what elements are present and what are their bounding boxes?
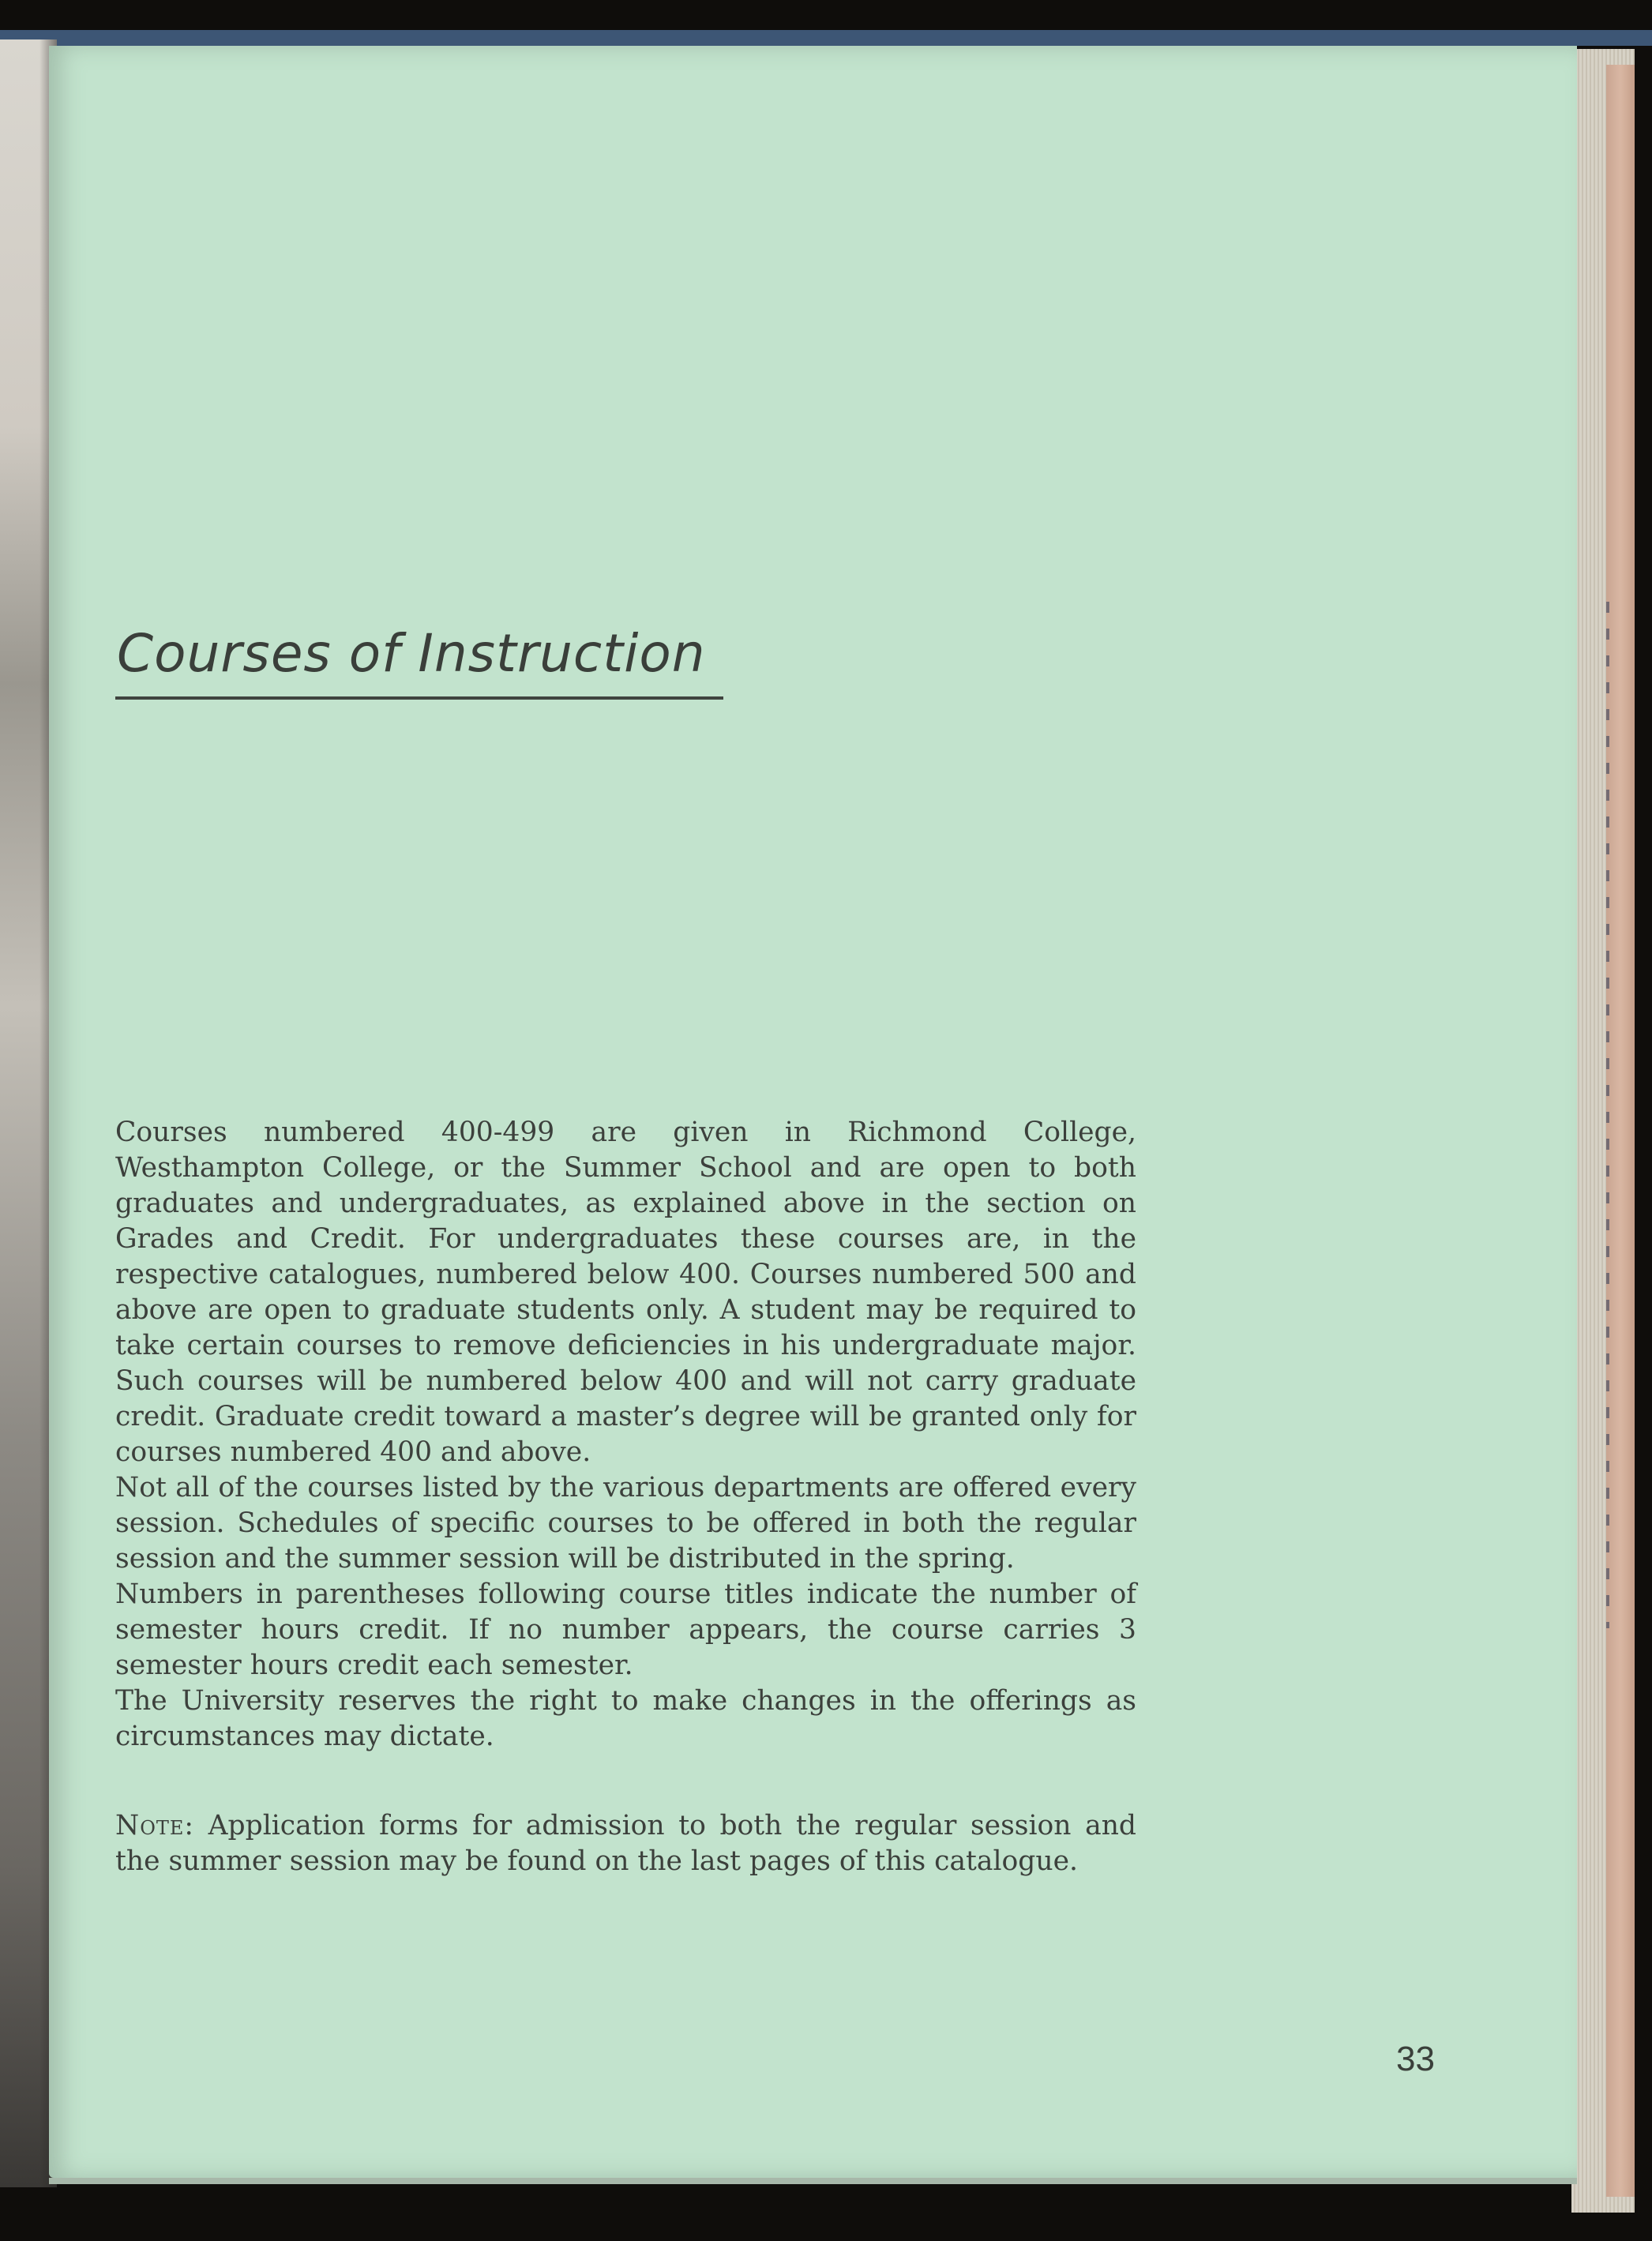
paragraph-course-schedules: Not all of the courses listed by the various departments are offered every session. Schedules of specific courses to be offered in both the regular session and the summer session will be distributed in the spring. <box>115 1472 1136 1575</box>
paragraph-semester-hours: Numbers in parentheses following course titles indicate the number of semester hours credit. If no number appears, the course carries 3 semester hours credit each semester. <box>115 1578 1136 1681</box>
note-text: Application forms for admission to both the regular session and the summer session may be found on the last pages of this catalogue. <box>115 1810 1136 1877</box>
page-number: 33 <box>1396 2040 1435 2078</box>
note-label: Note: <box>115 1810 195 1841</box>
colored-page-edges <box>1606 65 1635 2197</box>
title-underline <box>115 696 723 700</box>
paragraph-course-numbering: Courses numbered 400-499 are given in Richmond College, Westhampton College, or the Summer School and are open to both graduates and undergraduates, as explained above in the section on Grades and Credit. For undergraduates these courses are, in the respective catalogues, numbered below 400. Courses numbered 500 and above are open to graduate students only. A student may be required to take certain courses to remove deficiencies in his undergraduate major. Such courses will be numbered below 400 and will not carry graduate credit. Graduate credit toward a master’s degree will be granted only for courses numbered 400 and above. <box>115 1117 1136 1468</box>
page-bottom-edge <box>49 2178 1577 2184</box>
section-tab-marks <box>1606 602 1609 1628</box>
catalogue-page <box>49 46 1577 2178</box>
application-note <box>115 1808 1136 1879</box>
chapter-title: Courses of Instruction <box>117 623 706 684</box>
book-cover-edge <box>0 30 1652 46</box>
paragraph-university-rights: The University reserves the right to make changes in the offerings as circumstances may dictate. <box>115 1685 1136 1752</box>
page-stack-edges <box>1571 49 1635 2213</box>
body-text <box>115 1115 1136 1879</box>
